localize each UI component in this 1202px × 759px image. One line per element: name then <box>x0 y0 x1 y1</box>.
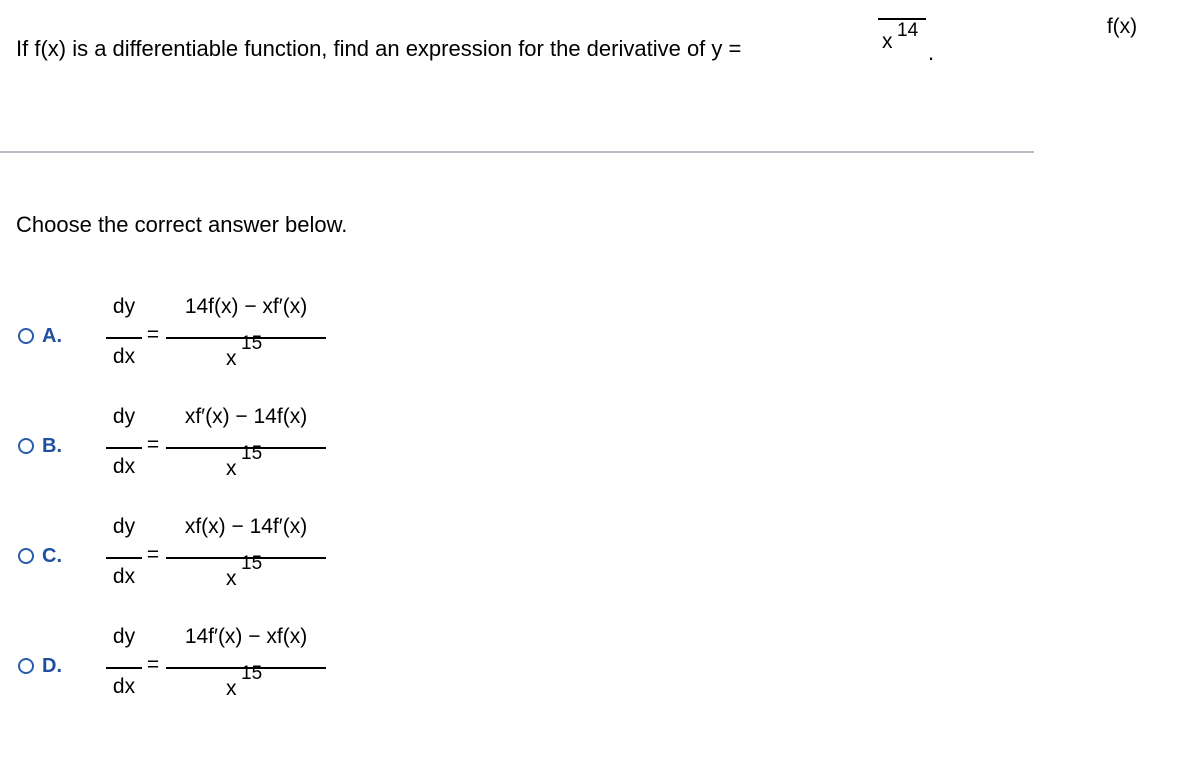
dx-label: dx <box>112 565 136 588</box>
answer-option-b[interactable] <box>0 405 340 495</box>
dy-label: dy <box>112 515 136 538</box>
answer-denominator-exponent: 15 <box>241 663 263 684</box>
section-divider <box>0 151 1034 153</box>
answer-option-a[interactable] <box>0 295 340 385</box>
equals-sign: = <box>146 543 160 566</box>
derivative-fraction-bar <box>106 337 142 339</box>
derivative-fraction-bar <box>106 667 142 669</box>
equals-sign: = <box>146 323 160 346</box>
answer-denominator-base: x <box>226 677 237 700</box>
question-fraction <box>876 14 1138 54</box>
dx-label: dx <box>112 455 136 478</box>
answer-numerator: 14f(x) − xf′(x) <box>184 295 308 318</box>
answer-denominator-exponent: 15 <box>241 333 263 354</box>
answer-denominator-exponent: 15 <box>241 553 263 574</box>
radio-button-a[interactable] <box>18 328 34 344</box>
option-letter-a: A. <box>42 325 62 347</box>
dx-label: dx <box>112 675 136 698</box>
answer-option-c[interactable] <box>0 515 340 605</box>
answer-denominator-base: x <box>226 457 237 480</box>
radio-button-c[interactable] <box>18 548 34 564</box>
derivative-fraction-bar <box>106 557 142 559</box>
answer-denominator-exponent: 15 <box>241 443 263 464</box>
derivative-fraction-bar <box>106 447 142 449</box>
answer-numerator: 14f′(x) − xf(x) <box>184 625 308 648</box>
question-fraction-numerator: f(x) <box>1106 15 1138 38</box>
dx-label: dx <box>112 345 136 368</box>
equals-sign: = <box>146 433 160 456</box>
option-letter-d: D. <box>42 655 62 677</box>
question-text: If f(x) is a differentiable function, find an expression for the derivative of y = <box>16 36 742 61</box>
dy-label: dy <box>112 625 136 648</box>
dy-label: dy <box>112 295 136 318</box>
question-fraction-denominator <box>876 20 928 54</box>
option-letter-b: B. <box>42 435 62 457</box>
question-denominator-base: x <box>882 30 893 53</box>
answer-numerator: xf(x) − 14f′(x) <box>184 515 308 538</box>
option-letter-c: C. <box>42 545 62 567</box>
radio-button-d[interactable] <box>18 658 34 674</box>
question-period: . <box>928 40 935 65</box>
equals-sign: = <box>146 653 160 676</box>
dy-label: dy <box>112 405 136 428</box>
answer-option-d[interactable] <box>0 625 340 715</box>
answer-denominator-base: x <box>226 347 237 370</box>
instruction-text: Choose the correct answer below. <box>16 212 348 237</box>
answer-denominator-base: x <box>226 567 237 590</box>
radio-button-b[interactable] <box>18 438 34 454</box>
answer-numerator: xf′(x) − 14f(x) <box>184 405 308 428</box>
question-denominator-exponent: 14 <box>897 20 919 41</box>
